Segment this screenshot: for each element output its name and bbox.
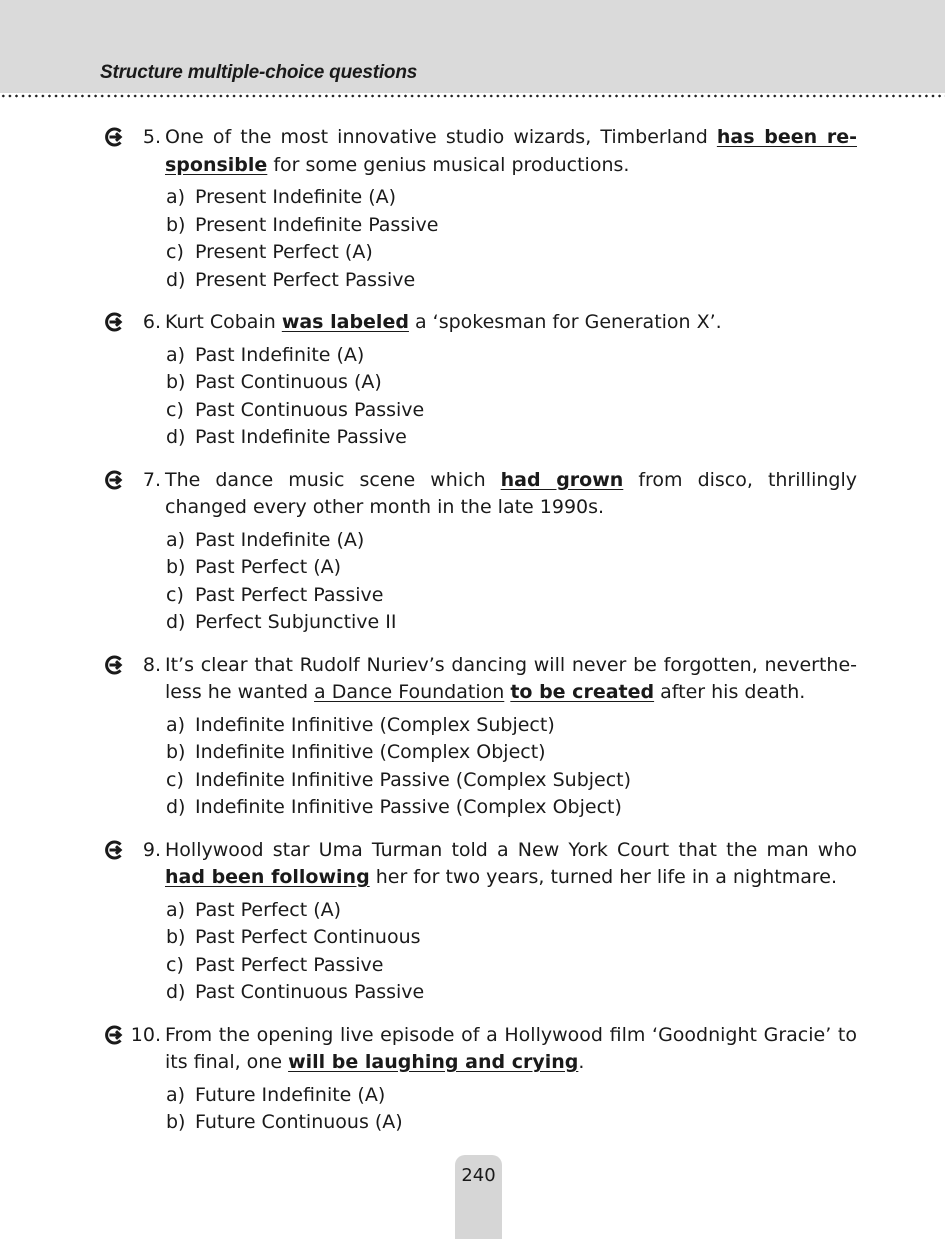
answer-option: [166, 582, 945, 610]
question-text: [165, 309, 857, 337]
underlined-phrase: will be laughing and crying: [288, 1051, 579, 1073]
option-letter: b): [166, 926, 186, 948]
question-item: [0, 1022, 945, 1137]
question-number: 8.: [142, 653, 161, 676]
question-text-segment: It’s clear that Rudolf Nuriev’s dancing will never be forgotten, neverthe-less he wanted: [165, 653, 857, 703]
answer-options: [0, 712, 945, 822]
question-item: [0, 124, 945, 294]
answer-options: [0, 527, 945, 637]
option-text: Past Indefinite (A): [195, 343, 365, 366]
question-text: [165, 652, 857, 707]
answer-option: [166, 609, 945, 637]
option-letter: d): [166, 981, 186, 1003]
answer-option: [166, 342, 945, 370]
answer-option: [166, 239, 945, 267]
question-item: [0, 309, 945, 452]
question-text-segment: Kurt Cobain: [165, 311, 282, 333]
answer-options: [0, 1082, 945, 1137]
option-text: Present Indefinite (A): [195, 186, 397, 208]
question-text: [165, 467, 857, 522]
option-text: Past Continuous Passive: [195, 398, 425, 421]
arrow-bullet-icon: [104, 126, 126, 148]
option-text: Past Perfect Continuous: [195, 926, 421, 948]
answer-options: [0, 342, 945, 452]
answer-option: [166, 397, 945, 425]
option-letter: b): [166, 556, 186, 578]
option-letter: a): [166, 1083, 186, 1106]
underlined-phrase: has been re-sponsible: [165, 126, 857, 176]
option-text: Past Perfect (A): [195, 556, 342, 578]
question-text-segment: .: [578, 1051, 585, 1073]
option-text: Past Indefinite (A): [195, 528, 365, 551]
question-text-segment: from disco, thrillingly changed every other month in the late 1990s.: [165, 468, 857, 518]
arrow-bullet-icon: [104, 839, 126, 861]
option-letter: b): [166, 371, 186, 393]
underlined-phrase: was labeled: [281, 311, 409, 333]
option-text: Future Indefinite (A): [195, 1083, 386, 1106]
underlined-phrase: had grown: [500, 468, 624, 491]
option-text: Present Perfect (A): [195, 241, 373, 263]
page-number: 240: [461, 1165, 496, 1186]
answer-option: [166, 369, 945, 397]
option-letter: b): [166, 213, 186, 236]
section-title: Structure multiple-choice questions: [100, 62, 418, 83]
option-text: Past Indefinite Passive: [195, 426, 407, 448]
question-text-segment: The dance music scene which: [165, 468, 501, 491]
page-header: [0, 0, 945, 93]
dotted-divider: [0, 94, 945, 98]
option-text: Past Perfect Passive: [195, 953, 384, 976]
option-letter: a): [166, 713, 186, 736]
question-text-segment: Hollywood star Uma Turman told a New York Court that the man who: [165, 838, 857, 861]
question-text-segment: her for two years, turned her life in a nightmare.: [369, 866, 838, 888]
answer-option: [166, 924, 945, 952]
option-letter: d): [166, 796, 186, 818]
answer-option: [166, 212, 945, 240]
answer-option: [166, 424, 945, 452]
question-number: 5.: [142, 126, 161, 148]
answer-option: [166, 767, 945, 795]
question-list: [0, 124, 945, 1152]
option-letter: a): [166, 186, 186, 208]
question-number: 9.: [142, 838, 161, 861]
option-text: Indefinite Infinitive (Complex Subject): [195, 713, 555, 736]
option-letter: a): [166, 343, 186, 366]
answer-option: [166, 979, 945, 1007]
arrow-bullet-icon: [104, 1024, 126, 1046]
option-text: Past Perfect Passive: [195, 583, 384, 606]
option-letter: c): [166, 583, 184, 606]
question-text-segment: From the opening live episode of a Hollywood film ‘Goodnight Gracie’ to its final, one: [165, 1023, 857, 1073]
page-number-tab: [455, 1155, 502, 1239]
question-text: [165, 1022, 857, 1077]
option-text: Past Continuous (A): [195, 371, 382, 393]
question-text-segment: a ‘spokesman for Generation X’.: [408, 311, 722, 333]
option-letter: b): [166, 1111, 186, 1133]
question-text: [165, 124, 857, 179]
option-letter: c): [166, 398, 184, 421]
answer-option: [166, 739, 945, 767]
option-text: Indefinite Infinitive (Complex Object): [195, 741, 546, 763]
answer-option: [166, 794, 945, 822]
option-letter: d): [166, 268, 186, 291]
option-text: Indefinite Infinitive Passive (Complex Object): [195, 796, 622, 818]
answer-option: [166, 1109, 945, 1137]
arrow-bullet-icon: [104, 654, 126, 676]
answer-option: [166, 184, 945, 212]
question-text: [165, 837, 857, 892]
answer-option: [166, 267, 945, 295]
arrow-bullet-icon: [104, 469, 126, 491]
question-text-segment: after his death.: [654, 681, 806, 703]
option-letter: d): [166, 611, 186, 633]
underlined-phrase: to be created: [510, 681, 655, 703]
option-letter: c): [166, 953, 184, 976]
option-text: Indefinite Infinitive Passive (Complex Subject): [195, 768, 632, 791]
answer-options: [0, 184, 945, 294]
question-text-segment: for some genius musical productions.: [267, 153, 630, 176]
option-text: Present Indefinite Passive: [195, 213, 439, 236]
option-letter: c): [166, 241, 184, 263]
option-letter: b): [166, 741, 186, 763]
arrow-bullet-icon: [104, 311, 126, 333]
question-text-segment: One of the most innovative studio wizards, Timberland: [165, 126, 717, 148]
option-text: Perfect Subjunctive II: [195, 611, 397, 633]
option-letter: d): [166, 426, 186, 448]
answer-option: [166, 554, 945, 582]
underlined-phrase: had been following: [165, 866, 370, 888]
option-text: Past Continuous Passive: [195, 981, 425, 1003]
question-number: 7.: [142, 468, 161, 491]
question-number: 10.: [130, 1023, 161, 1046]
question-item: [0, 652, 945, 822]
answer-option: [166, 527, 945, 555]
underlined-phrase: a Dance Foundation: [314, 681, 505, 703]
option-text: Future Continuous (A): [195, 1111, 403, 1133]
option-letter: a): [166, 898, 186, 921]
option-letter: a): [166, 528, 186, 551]
question-number: 6.: [142, 311, 161, 333]
option-letter: c): [166, 768, 184, 791]
answer-options: [0, 897, 945, 1007]
answer-option: [166, 897, 945, 925]
answer-option: [166, 712, 945, 740]
option-text: Present Perfect Passive: [195, 268, 416, 291]
question-item: [0, 467, 945, 637]
question-item: [0, 837, 945, 1007]
answer-option: [166, 1082, 945, 1110]
answer-option: [166, 952, 945, 980]
option-text: Past Perfect (A): [195, 898, 342, 921]
